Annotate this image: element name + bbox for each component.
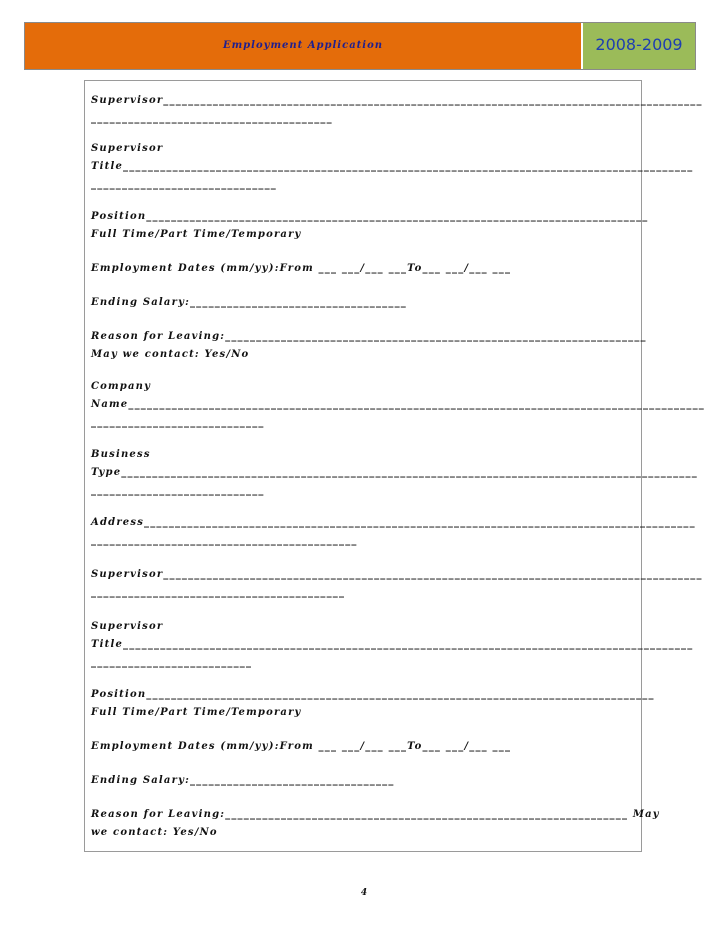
position-field: Position_________________________________________________________________________________: [91, 211, 649, 222]
supervisor-continued-2: _________________________________________: [91, 587, 346, 598]
supervisor-title-label-2: Supervisor: [91, 621, 164, 632]
address-continued: ___________________________________________: [91, 535, 358, 546]
document-year: 2008-2009: [595, 35, 683, 54]
supervisor-field: Supervisor_______________________________________________________________________________________: [91, 95, 703, 106]
employment-dates-field: Employment Dates (mm/yy):From ___ ___/___ ___To___ ___/___ ___: [91, 263, 512, 274]
supervisor-title-label: Supervisor: [91, 143, 164, 154]
company-name-field: Name_____________________________________________________________________________________________: [91, 399, 705, 410]
position-field-2: Position__________________________________________________________________________________: [91, 689, 655, 700]
business-type-field: Type_____________________________________________________________________________________________: [91, 467, 698, 478]
may-we-contact-options: May we contact: Yes/No: [91, 349, 250, 360]
company-name-label: Company: [91, 381, 152, 392]
document-title: Employment Application: [222, 40, 384, 51]
reason-for-leaving-field: Reason for Leaving:____________________________________________________________________: [91, 331, 647, 342]
ending-salary-field-2: Ending Salary:_________________________________: [91, 775, 395, 786]
employment-dates-field-2: Employment Dates (mm/yy):From ___ ___/___ ___To___ ___/___ ___: [91, 741, 512, 752]
header-title-band: [25, 23, 583, 69]
reason-for-leaving-field-2: Reason for Leaving:_________________________________________________________________ May: [91, 809, 660, 820]
supervisor-title-continued-2: __________________________: [91, 657, 253, 668]
ending-salary-field: Ending Salary:___________________________________: [91, 297, 407, 308]
supervisor-title-continued: ______________________________: [91, 179, 277, 190]
page-header: [24, 22, 696, 70]
supervisor-title-field: Title____________________________________________________________________________________________: [91, 161, 694, 172]
page-number: 4: [360, 888, 368, 898]
may-we-contact-options-2: we contact: Yes/No: [91, 827, 218, 838]
company-name-continued: ____________________________: [91, 417, 265, 428]
supervisor-title-field-2: Title____________________________________________________________________________________________: [91, 639, 694, 650]
employment-type-options: Full Time/Part Time/Temporary: [91, 229, 302, 240]
address-field: Address_________________________________________________________________________________________: [91, 517, 696, 528]
supervisor-field-2: Supervisor_______________________________________________________________________________________: [91, 569, 703, 580]
business-type-continued: ____________________________: [91, 485, 265, 496]
employment-type-options-2: Full Time/Part Time/Temporary: [91, 707, 302, 718]
supervisor-field-continued: _______________________________________: [91, 113, 333, 124]
header-year-band: [583, 23, 695, 69]
business-type-label: Business: [91, 449, 151, 460]
